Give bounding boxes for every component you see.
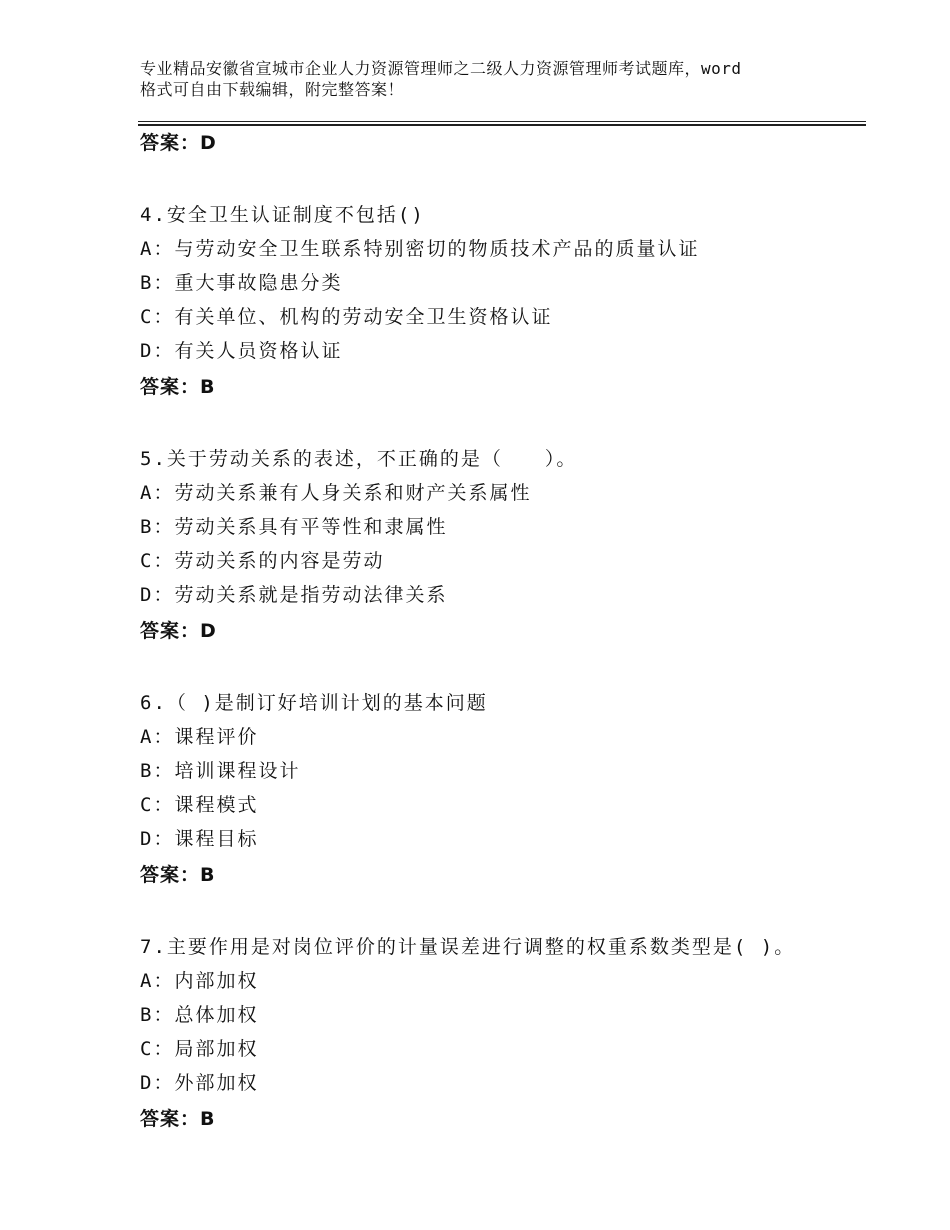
question-title: 5.关于劳动关系的表述，不正确的是（ ）。 (140, 448, 578, 470)
question-title: 4.安全卫生认证制度不包括() (140, 204, 425, 226)
document-body (140, 128, 860, 1134)
answer-line: 答案：D (140, 132, 217, 154)
option-b: B：总体加权 (140, 1004, 259, 1026)
question-4 (140, 198, 860, 402)
document-header (140, 58, 830, 100)
option-d: D：外部加权 (140, 1072, 259, 1094)
option-b: B：培训课程设计 (140, 760, 301, 782)
option-d: D：课程目标 (140, 828, 259, 850)
option-d: D：劳动关系就是指劳动法律关系 (140, 584, 448, 606)
answer-line: 答案：D (140, 620, 217, 642)
option-c: C：有关单位、机构的劳动安全卫生资格认证 (140, 306, 553, 328)
question-7 (140, 930, 860, 1134)
option-c: C：劳动关系的内容是劳动 (140, 550, 385, 572)
option-a: A：课程评价 (140, 726, 259, 748)
header-line-2: 格式可自由下载编辑，附完整答案！ (140, 80, 405, 99)
question-6 (140, 686, 860, 890)
header-rule-thick (138, 124, 866, 126)
question-title: 6.（ )是制订好培训计划的基本问题 (140, 692, 488, 714)
option-b: B：劳动关系具有平等性和隶属性 (140, 516, 448, 538)
option-a: A：内部加权 (140, 970, 259, 992)
answer-line: 答案：B (140, 1108, 216, 1130)
question-title: 7.主要作用是对岗位评价的计量误差进行调整的权重系数类型是( )。 (140, 936, 796, 958)
question-5 (140, 442, 860, 646)
option-d: D：有关人员资格认证 (140, 340, 343, 362)
option-c: C：局部加权 (140, 1038, 259, 1060)
option-b: B：重大事故隐患分类 (140, 272, 343, 294)
header-line-1: 专业精品安徽省宣城市企业人力资源管理师之二级人力资源管理师考试题库，word (140, 59, 742, 78)
answer-line: 答案：B (140, 376, 216, 398)
option-a: A：劳动关系兼有人身关系和财产关系属性 (140, 482, 532, 504)
header-rule-thin (138, 121, 866, 122)
option-c: C：课程模式 (140, 794, 259, 816)
option-a: A：与劳动安全卫生联系特别密切的物质技术产品的质量认证 (140, 238, 700, 260)
answer-line: 答案：B (140, 864, 216, 886)
